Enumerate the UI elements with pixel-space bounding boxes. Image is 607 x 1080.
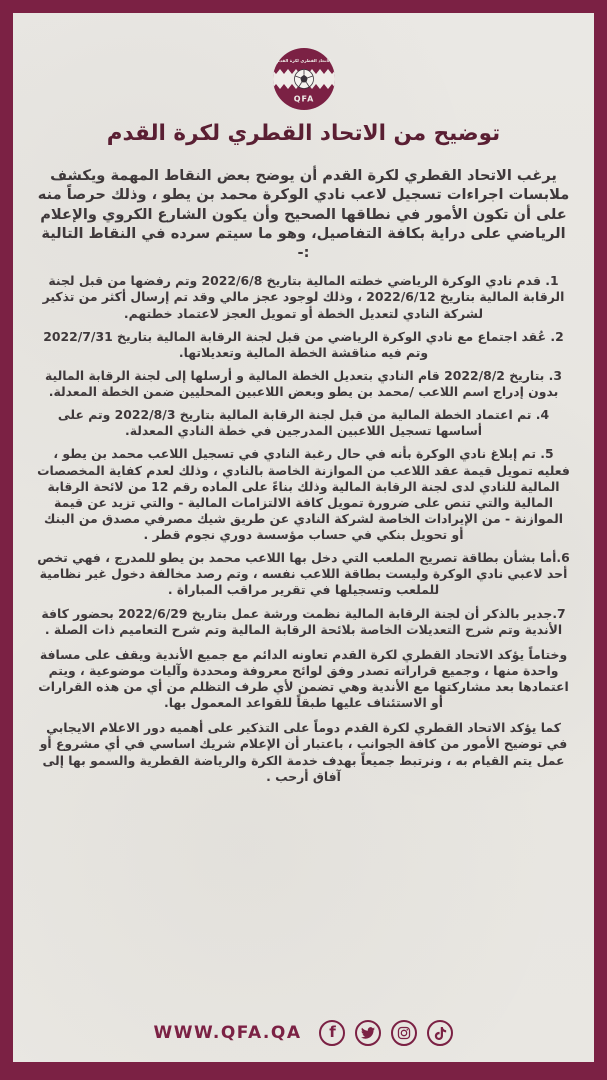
tiktok-icon[interactable] <box>427 1020 453 1046</box>
point-2: 2. عُقد اجتماع مع نادي الوكرة الرياضي من قبل لجنة الرقابة المالية بتاريخ 2022/7/31 وتم فيه مناقشة الخطة المالية وتعديلاتها. <box>43 328 564 360</box>
point-1: 1. قدم نادي الوكرة الرياضي خطته المالية بتاريخ 2022/6/8 وتم رفضها من قبل لجنة الرقابة المالية بتاريخ 2022/6/12 ، وذلك لوجود عجز مالي وقد تم إرسال أكثر من تذكير لشركة النادي لتعديل الخطة أو تمويل العجز لاعتماد خطتهم. <box>42 273 565 321</box>
point-6: 6.أما بشأن بطاقة تصريح الملعب التي دخل بها اللاعب محمد بن يطو للمدرج ، فهي تخص أحد لاعبي نادي الوكرة وليست بطاقة اللاعب نفسه ، وتم رصد مخالفة دخول غير نظامية للملعب وتسجيلها في تقرير مراقب المباراة . <box>37 550 570 598</box>
point-7: 7.جدير بالذكر أن لجنة الرقابة المالية نظمت ورشة عمل بتاريخ 2022/6/29 بحضور كافة الأندية وتم شرح التعديلات الخاصة بلائحة الرقابة المالية وتم شرح التعاميم ذات الصلة . <box>41 605 566 637</box>
facebook-icon[interactable]: f <box>319 1020 345 1046</box>
footer-bar <box>13 1012 594 1054</box>
point-5: 5. تم إبلاغ نادي الوكرة بأنه في حال رغبة النادي في تسجيل اللاعب محمد بن يطو ، فعليه تمويل قيمة عقد اللاعب من الموازنة الخاصة بالنادي ، وذلك لعدم كفاية المخصصات المالية للنادي لدى لجنة الرقابة المالية وذلك بناءً على الماده رقم 12 من لائحة الرقابة المالية والتي تنص على ضرورة تمويل كافة الالتزامات المالية - والتي تزيد عن قيمة الموازنة - من الإيرادات الخاصة لشركة النادي عن طريق شيك مصرفي مصدق من البنك أو تحويل بنكي في حساب مؤسسة دوري نجوم قطر . <box>37 446 570 542</box>
instagram-icon[interactable] <box>391 1020 417 1046</box>
closing-paragraph-2: كما يؤكد الاتحاد القطري لكرة القدم دوماً على التذكير على أهميه دور الاعلام الايجابي في توضيح الأمور من كافة الجوانب ، باعتبار أن الإعلام شريك اساسي في أي مشروع أو عمل يتم القيام به ، ونرتبط جميعاً بهدف خدمة الكرة والرياضة القطرية والسمو بها إلى آفاق أرحب . <box>39 720 568 784</box>
intro-paragraph: يرغب الاتحاد القطري لكرة القدم أن يوضح بعض النقاط المهمة ويكشف ملابسات اجراءات تسجيل لاعب نادي الوكرة محمد بن يطو ، وذلك حرصاً منه على أن تكون الأمور في نطاقها الصحيح وأن يكون الشارع الكروي والإعلام الرياضي على دراية بكافة التفاصيل، وهو ما سيتم سرده في النقاط التالية :- <box>37 167 570 261</box>
page-title: توضيح من الاتحاد القطري لكرة القدم <box>106 121 501 146</box>
closing-paragraph-1: وختاماً يؤكد الاتحاد القطري لكرة القدم تعاونه الدائم مع جميع الأندية ويقف على مسافة واحدة منها ، وجميع قراراته تصدر وفق لوائح معروفة ومحددة وآليات موضوعية ، ويتم اعتمادها بعد مشاركتها مع الأندية وهي تضمن لأي طرف التظلم من أي من هذه القرارات أو الاستئناف عليها طبقاً للقواعد المعمول بها. <box>38 646 569 711</box>
point-3: 3. بتاريخ 2022/8/2 قام النادي بتعديل الخطة المالية و أرسلها إلى لجنة الرقابة المالية بدون إدراج اسم اللاعب /محمد بن يطو وبعض اللاعبين المحليين ضمن الخطة المعدلة. <box>45 367 562 399</box>
paper-background <box>13 13 594 1062</box>
crest-arabic-text: الاتحاد القطري لكرة القدم <box>276 58 331 63</box>
statement-content <box>13 13 594 1010</box>
crest-qfa-acronym: QFA <box>293 94 314 104</box>
twitter-icon[interactable] <box>355 1020 381 1046</box>
qfa-crest-logo <box>272 47 336 111</box>
website-url[interactable]: WWW.QFA.QA <box>153 1023 302 1043</box>
point-4: 4. تم اعتماد الخطة المالية من قبل لجنة الرقابة المالية بتاريخ 2022/8/3 وتم على أساسها تسجيل اللاعبين المدرجين في خطة النادي المعدلة. <box>57 407 550 439</box>
